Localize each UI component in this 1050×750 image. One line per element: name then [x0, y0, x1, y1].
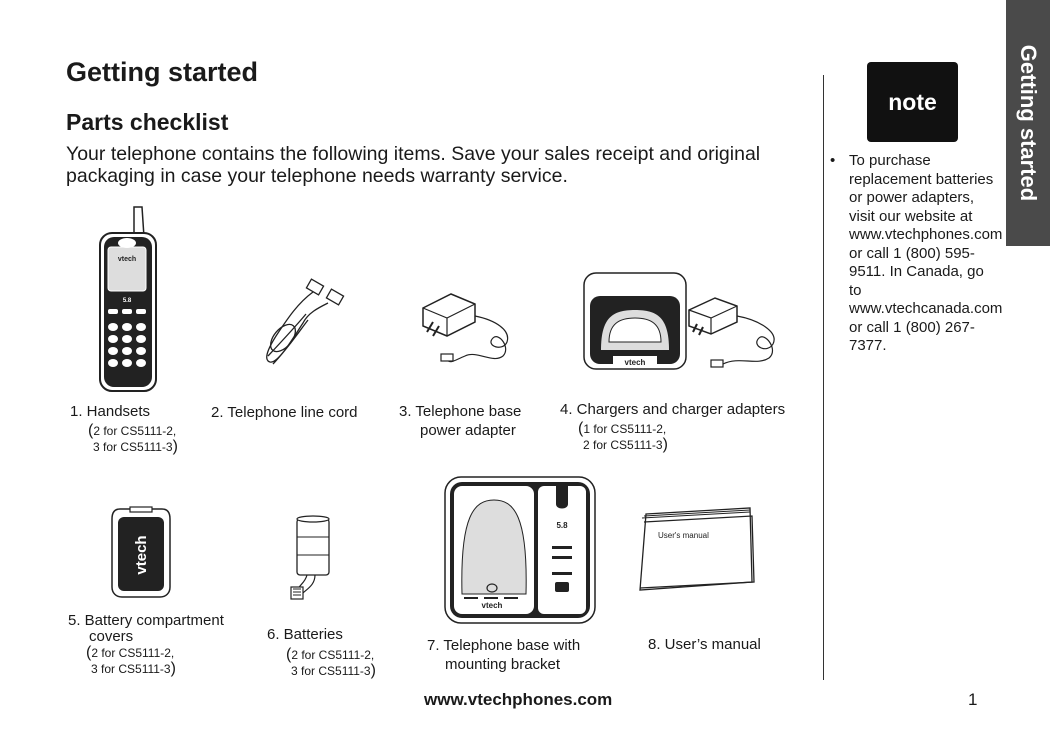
caption-chargers: 4. Chargers and charger adapters — [560, 401, 786, 418]
quantity-battery-covers-line2: 3 for CS5111-3 — [91, 662, 171, 676]
batteries-illustration — [285, 515, 335, 605]
caption-base-line1: 7. Telephone base with — [427, 637, 581, 654]
quantity-battery-covers-line1: 2 for CS5111-2, — [91, 646, 175, 660]
footer-url: www.vtechphones.com — [424, 690, 613, 709]
base-brand-label: vtech — [481, 601, 503, 610]
caption-power-adapter-line1: 3. Telephone base — [399, 403, 522, 420]
side-tab-label: Getting started — [1016, 44, 1041, 202]
caption-users-manual: 8. User’s manual — [648, 636, 761, 653]
column-divider — [823, 75, 824, 680]
caption-power-adapter-line2: power adapter — [420, 422, 516, 439]
handset-brand-label: vtech — [117, 256, 137, 263]
page-title: Getting started — [66, 57, 259, 87]
users-manual-illustration — [638, 506, 756, 592]
note-badge: note — [867, 62, 958, 142]
manual-cover-title: User's manual — [658, 531, 709, 540]
quantity-battery-covers: (2 for CS5111-2, 3 for CS5111-3) — [86, 644, 176, 677]
handset-illustration — [98, 205, 160, 395]
page-number: 1 — [968, 690, 978, 709]
intro-paragraph: Your telephone contains the following items. Save your sales receipt and original packaging in case your telephone needs warranty service. — [66, 143, 761, 187]
note-bullet: • — [830, 152, 836, 169]
caption-battery-covers-line2: covers — [89, 628, 134, 645]
side-tab — [1006, 0, 1050, 246]
handset-model-label: 5.8 — [122, 298, 132, 304]
caption-batteries: 6. Batteries — [267, 626, 343, 643]
telephone-base-illustration — [444, 476, 596, 624]
caption-battery-covers-line1: 5. Battery compartment — [68, 612, 224, 629]
power-adapter-illustration — [415, 290, 520, 370]
quantity-chargers-line1: 1 for CS5111-2, — [583, 422, 667, 436]
caption-line-cord: 2. Telephone line cord — [211, 404, 358, 421]
quantity-batteries-line2: 3 for CS5111-3 — [291, 664, 371, 678]
note-body: To purchase replacement batteries or power adapters, visit our website at www.vtechphones.com or call 1 (800) 595-9511. In Canada, go to www.vtechcanada.com or call 1 (800) 267-7377. — [849, 152, 1003, 354]
quantity-handsets-line2: 3 for CS5111-3 — [93, 440, 173, 454]
charger-illustration — [583, 272, 788, 372]
section-heading: Parts checklist — [66, 109, 229, 135]
caption-base-line2: mounting bracket — [445, 656, 561, 673]
quantity-batteries-line1: 2 for CS5111-2, — [291, 648, 375, 662]
battery-cover-illustration — [110, 505, 172, 600]
battery-cover-brand-label: vtech — [133, 535, 150, 575]
line-cord-illustration — [258, 278, 350, 368]
quantity-handsets: (2 for CS5111-2, 3 for CS5111-3) — [88, 422, 178, 455]
base-model-label: 5.8 — [556, 521, 568, 530]
quantity-chargers: (1 for CS5111-2, 2 for CS5111-3) — [578, 420, 668, 453]
quantity-batteries: (2 for CS5111-2, 3 for CS5111-3) — [286, 646, 376, 679]
charger-brand-label: vtech — [624, 358, 646, 367]
caption-handsets: 1. Handsets — [70, 403, 151, 420]
quantity-handsets-line1: 2 for CS5111-2, — [93, 424, 177, 438]
quantity-chargers-line2: 2 for CS5111-3 — [583, 438, 663, 452]
